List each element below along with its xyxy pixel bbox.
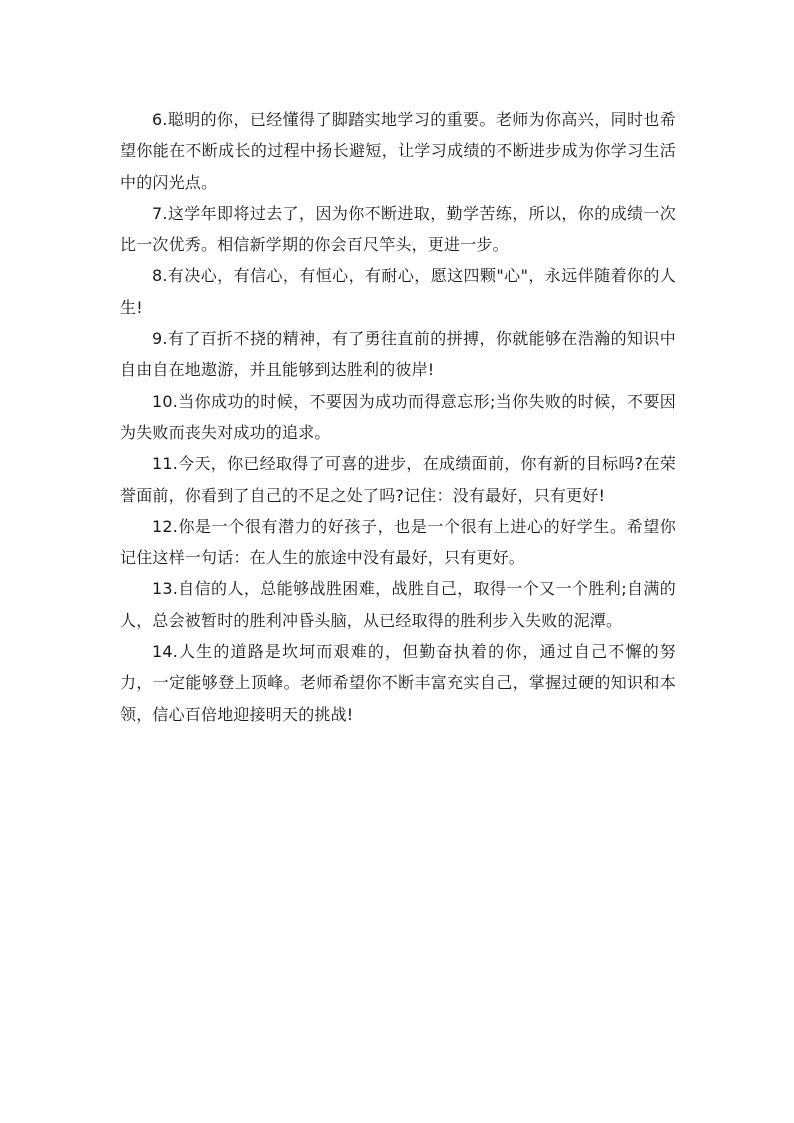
paragraph-11: 11.今天，你已经取得了可喜的进步，在成绩面前，你有新的目标吗?在荣誉面前，你看到了自己的不足之处了吗?记住：没有最好，只有更好! (120, 454, 676, 505)
paragraph-12: 12.你是一个很有潜力的好孩子，也是一个很有上进心的好学生。希望你记住这样一句话：在人生的旅途中没有最好，只有更好。 (120, 516, 676, 568)
paragraph-9: 9.有了百折不挠的精神，有了勇往直前的拼搏，你就能够在浩瀚的知识中自由自在地遨游，并且能够到达胜利的彼岸! (120, 329, 676, 380)
document-body (120, 104, 676, 730)
paragraph-14: 14.人生的道路是坎坷而艰难的，但勤奋执着的你，通过自己不懈的努力，一定能够登上顶峰。老师希望你不断丰富充实自己，掌握过硬的知识和本领，信心百倍地迎接明天的挑战! (120, 642, 676, 724)
paragraph-7: 7.这学年即将过去了，因为你不断进取，勤学苦练，所以，你的成绩一次比一次优秀。相信新学期的你会百尺竿头，更进一步。 (120, 203, 676, 255)
paragraph-13: 13.自信的人，总能够战胜困难，战胜自己，取得一个又一个胜利;自满的人，总会被暂时的胜利冲昏头脑，从已经取得的胜利步入失败的泥潭。 (120, 579, 676, 630)
paragraph-6: 6.聪明的你，已经懂得了脚踏实地学习的重要。老师为你高兴，同时也希望你能在不断成长的过程中扬长避短，让学习成绩的不断进步成为你学习生活中的闪光点。 (120, 110, 676, 192)
paragraph-10: 10.当你成功的时候，不要因为成功而得意忘形;当你失败的时候，不要因为失败而丧失对成功的追求。 (120, 391, 676, 442)
paragraph-8: 8.有决心，有信心，有恒心，有耐心，愿这四颗"心"，永远伴随着你的人生! (120, 266, 676, 317)
